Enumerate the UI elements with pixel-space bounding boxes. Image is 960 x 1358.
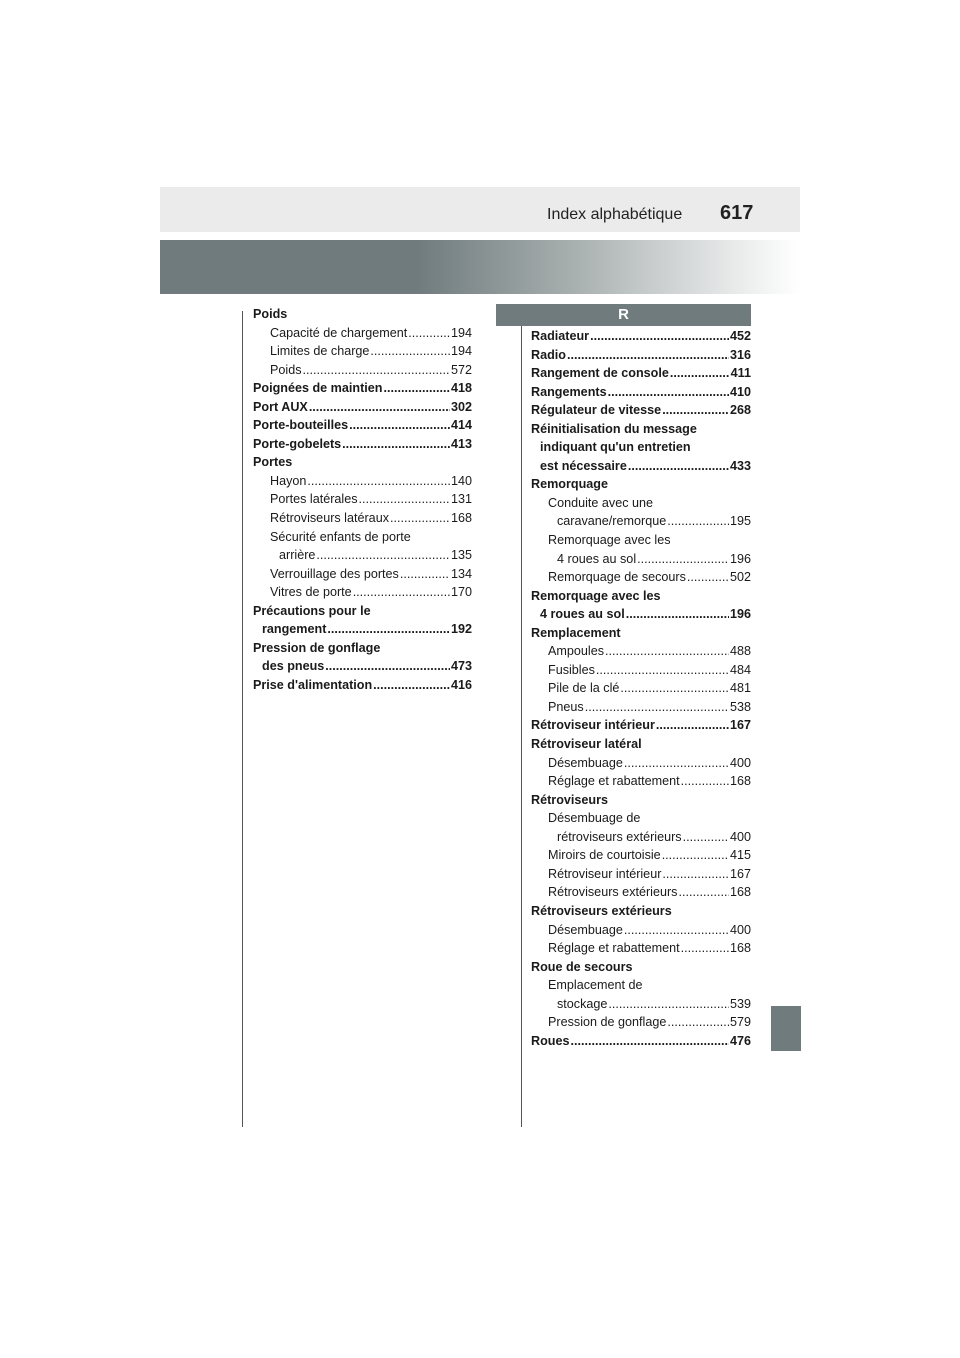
index-entry-page: 168 bbox=[450, 511, 472, 526]
index-entry-text: Remorquage avec les bbox=[531, 588, 661, 603]
index-entry-page: 131 bbox=[450, 492, 472, 507]
index-entry-page: 415 bbox=[729, 848, 751, 863]
index-entry-text: Poids bbox=[253, 307, 288, 321]
index-entry bbox=[531, 364, 751, 383]
dot-leader bbox=[307, 472, 450, 491]
index-entry-page: 268 bbox=[729, 403, 751, 418]
index-entry-text: Portes latérales bbox=[270, 492, 358, 507]
index-entry-text: stockage bbox=[557, 996, 608, 1011]
index-entry-text: 4 roues au sol bbox=[540, 607, 625, 622]
index-entry-text: Rétroviseur intérieur bbox=[531, 718, 655, 733]
index-entry-text: Poignées de maintien bbox=[253, 381, 383, 396]
index-entry-page: 195 bbox=[729, 514, 751, 529]
index-entry-text: Ampoules bbox=[548, 644, 605, 659]
dot-leader bbox=[628, 457, 729, 476]
index-entry-text: Capacité de chargement bbox=[270, 325, 408, 340]
index-entry-page: 416 bbox=[450, 677, 472, 692]
index-entry bbox=[253, 398, 472, 417]
index-entry-text: indiquant qu'un entretien bbox=[540, 440, 691, 455]
index-entry-text: Prise d'alimentation bbox=[253, 677, 373, 692]
index-entry-text: est nécessaire bbox=[540, 458, 627, 473]
index-entry bbox=[531, 698, 751, 717]
index-entry bbox=[531, 772, 751, 791]
index-entry bbox=[253, 342, 472, 361]
index-entry-page: 418 bbox=[450, 381, 472, 396]
index-entry bbox=[253, 305, 472, 324]
index-entry-page: 140 bbox=[450, 473, 472, 488]
right-column-rule bbox=[521, 311, 522, 1127]
index-entry-text: Régulateur de vitesse bbox=[531, 403, 662, 418]
dot-leader bbox=[571, 1032, 729, 1051]
index-entry bbox=[253, 657, 472, 676]
index-entry-text: des pneus bbox=[262, 659, 325, 674]
index-entry bbox=[531, 457, 751, 476]
index-entry-text: Réglage et rabattement bbox=[548, 774, 680, 789]
index-entry-text: Port AUX bbox=[253, 399, 308, 414]
index-entry-page: 400 bbox=[729, 755, 751, 770]
dot-leader bbox=[626, 605, 729, 624]
dot-leader bbox=[624, 921, 729, 940]
left-column-rule bbox=[242, 311, 243, 1127]
index-entry-page: 473 bbox=[450, 659, 472, 674]
index-entry-page: 168 bbox=[729, 941, 751, 956]
index-entry-page: 539 bbox=[729, 996, 751, 1011]
dot-leader bbox=[678, 883, 729, 902]
index-entry-text: caravane/remorque bbox=[557, 514, 667, 529]
dot-leader bbox=[590, 327, 729, 346]
index-entry bbox=[253, 472, 472, 491]
index-entry bbox=[531, 438, 751, 457]
index-entry bbox=[531, 383, 751, 402]
index-entry bbox=[531, 401, 751, 420]
index-entry-text: Réglage et rabattement bbox=[548, 941, 680, 956]
index-entry-page: 168 bbox=[729, 885, 751, 900]
index-entry-text: Roue de secours bbox=[531, 959, 633, 974]
index-entry bbox=[531, 791, 751, 810]
index-entry bbox=[253, 602, 472, 621]
dot-leader bbox=[303, 361, 450, 380]
index-entry-text: arrière bbox=[279, 548, 316, 563]
index-entry-text: Poids bbox=[270, 362, 302, 377]
index-entry-text: Porte-bouteilles bbox=[253, 418, 349, 433]
index-entry-text: Pression de gonflage bbox=[548, 1015, 667, 1030]
index-entry bbox=[253, 565, 472, 584]
dot-leader bbox=[667, 512, 729, 531]
index-entry bbox=[253, 435, 472, 454]
index-entry bbox=[531, 679, 751, 698]
index-entry bbox=[531, 883, 751, 902]
index-entry bbox=[253, 490, 472, 509]
index-entry bbox=[253, 509, 472, 528]
index-entry bbox=[531, 327, 751, 346]
index-entry bbox=[253, 379, 472, 398]
dot-leader bbox=[567, 346, 729, 365]
dot-leader bbox=[373, 676, 450, 695]
dot-leader bbox=[662, 865, 729, 884]
index-entry bbox=[531, 716, 751, 735]
index-entry-text: 4 roues au sol bbox=[557, 551, 637, 566]
index-entry-text: Miroirs de courtoisie bbox=[548, 848, 661, 863]
dot-leader bbox=[662, 846, 729, 865]
index-entry-text: Réinitialisation du message bbox=[531, 421, 697, 436]
index-entry-page: 484 bbox=[729, 662, 751, 677]
dot-leader bbox=[662, 401, 729, 420]
dot-leader bbox=[656, 716, 729, 735]
dot-leader bbox=[316, 546, 450, 565]
index-entry-text: Vitres de porte bbox=[270, 585, 352, 600]
index-entry-page: 194 bbox=[450, 344, 472, 359]
index-entry bbox=[531, 346, 751, 365]
thumb-index-tab bbox=[771, 1006, 801, 1051]
index-entry-page: 411 bbox=[730, 366, 751, 381]
index-entry-text: Désembuage bbox=[548, 922, 623, 937]
index-entry bbox=[253, 361, 472, 380]
index-entry-page: 167 bbox=[729, 718, 751, 733]
index-entry-text: Rangement de console bbox=[531, 366, 669, 381]
index-entry bbox=[531, 661, 751, 680]
index-entry-page: 194 bbox=[450, 325, 472, 340]
index-entry-page: 196 bbox=[729, 607, 751, 622]
index-entry bbox=[531, 846, 751, 865]
index-entry-text: Rétroviseurs extérieurs bbox=[548, 885, 678, 900]
dot-leader bbox=[687, 568, 729, 587]
index-entry-text: Rétroviseurs bbox=[531, 792, 608, 807]
index-entry bbox=[531, 494, 751, 513]
index-entry bbox=[531, 735, 751, 754]
index-entry-text: Rangements bbox=[531, 384, 607, 399]
index-entry-page: 400 bbox=[729, 829, 751, 844]
dot-leader bbox=[683, 828, 729, 847]
index-entry-text: Remorquage de secours bbox=[548, 570, 686, 585]
index-entry bbox=[531, 1013, 751, 1032]
dot-leader bbox=[383, 379, 450, 398]
index-column-left bbox=[253, 305, 472, 694]
index-entry bbox=[531, 531, 751, 550]
header-band bbox=[160, 187, 800, 232]
index-entry-page: 192 bbox=[450, 622, 472, 637]
index-entry bbox=[253, 453, 472, 472]
index-entry-text: Hayon bbox=[270, 473, 307, 488]
index-entry-text: Remorquage avec les bbox=[548, 533, 671, 548]
section-title: Index alphabétique bbox=[547, 206, 683, 223]
index-entry bbox=[253, 416, 472, 435]
index-entry-page: 170 bbox=[450, 585, 472, 600]
index-entry-text: Conduite avec une bbox=[548, 495, 654, 510]
index-entry-text: Désembuage de bbox=[548, 811, 641, 826]
index-entry-text: Remplacement bbox=[531, 625, 621, 640]
index-entry-text: rangement bbox=[262, 622, 327, 637]
index-entry bbox=[531, 976, 751, 995]
dot-leader bbox=[390, 509, 450, 528]
index-entry-page: 134 bbox=[450, 566, 472, 581]
section-letter-bar: R bbox=[496, 304, 751, 326]
dot-leader bbox=[400, 565, 450, 584]
index-entry bbox=[531, 939, 751, 958]
index-entry-text: Rétroviseur intérieur bbox=[548, 866, 662, 881]
index-entry-text: Porte-gobelets bbox=[253, 436, 342, 451]
dot-leader bbox=[353, 583, 450, 602]
index-entry-text: Radiateur bbox=[531, 329, 590, 343]
index-entry-page: 196 bbox=[729, 551, 751, 566]
dot-leader bbox=[608, 995, 729, 1014]
index-entry bbox=[253, 676, 472, 695]
index-entry bbox=[253, 639, 472, 658]
index-entry-text: Pneus bbox=[548, 699, 584, 714]
index-entry-page: 414 bbox=[450, 418, 472, 433]
index-entry-text: Emplacement de bbox=[548, 978, 643, 993]
dot-leader bbox=[624, 754, 729, 773]
index-entry-page: 413 bbox=[450, 436, 472, 451]
dot-leader bbox=[585, 698, 729, 717]
dot-leader bbox=[349, 416, 450, 435]
index-entry-page: 476 bbox=[729, 1033, 751, 1048]
dot-leader bbox=[309, 398, 450, 417]
index-entry bbox=[531, 512, 751, 531]
index-entry bbox=[253, 546, 472, 565]
index-entry-text: Verrouillage des portes bbox=[270, 566, 399, 581]
dot-leader bbox=[681, 939, 729, 958]
index-entry-page: 538 bbox=[729, 699, 751, 714]
index-entry-text: Sécurité enfants de porte bbox=[270, 529, 411, 544]
index-entry bbox=[531, 754, 751, 773]
index-entry-page: 433 bbox=[729, 458, 751, 473]
index-entry-text: Fusibles bbox=[548, 662, 595, 677]
index-column-right bbox=[531, 327, 751, 1050]
index-entry-page: 481 bbox=[729, 681, 751, 696]
index-entry-text: Limites de charge bbox=[270, 344, 370, 359]
dot-leader bbox=[408, 324, 450, 343]
dot-leader bbox=[637, 550, 729, 569]
index-entry-text: Rétroviseurs latéraux bbox=[270, 511, 389, 526]
index-entry-page: 579 bbox=[729, 1015, 751, 1030]
index-entry-page: 488 bbox=[729, 644, 751, 659]
dot-leader bbox=[620, 679, 729, 698]
index-entry-text: Rétroviseur latéral bbox=[531, 737, 642, 752]
index-entry-page: 316 bbox=[729, 347, 751, 362]
index-entry-page: 410 bbox=[729, 384, 751, 399]
index-entry bbox=[531, 995, 751, 1014]
index-entry bbox=[253, 528, 472, 547]
dot-leader bbox=[670, 364, 730, 383]
index-entry bbox=[531, 958, 751, 977]
index-entry-text: Roues bbox=[531, 1033, 570, 1048]
index-entry bbox=[531, 550, 751, 569]
index-entry bbox=[531, 865, 751, 884]
index-entry-text: rétroviseurs extérieurs bbox=[557, 829, 682, 844]
page-number: 617 bbox=[720, 202, 754, 224]
index-entry bbox=[531, 587, 751, 606]
index-entry bbox=[253, 324, 472, 343]
index-entry-text: Pression de gonflage bbox=[253, 640, 381, 655]
dot-leader bbox=[325, 657, 450, 676]
index-entry bbox=[531, 828, 751, 847]
dot-leader bbox=[359, 490, 450, 509]
index-entry-page: 502 bbox=[729, 570, 751, 585]
index-entry bbox=[531, 475, 751, 494]
index-entry bbox=[531, 642, 751, 661]
index-entry-text: Désembuage bbox=[548, 755, 623, 770]
index-entry bbox=[253, 583, 472, 602]
dot-leader bbox=[608, 383, 729, 402]
index-entry bbox=[531, 921, 751, 940]
index-entry-text: Radio bbox=[531, 347, 566, 362]
index-entry bbox=[531, 568, 751, 587]
dot-leader bbox=[327, 620, 450, 639]
dot-leader bbox=[596, 661, 729, 680]
index-entry bbox=[531, 605, 751, 624]
dot-leader bbox=[667, 1013, 729, 1032]
index-entry bbox=[531, 1032, 751, 1051]
index-entry-text: Portes bbox=[253, 455, 293, 470]
index-entry-text: Précautions pour le bbox=[253, 603, 371, 618]
index-entry bbox=[531, 420, 751, 439]
index-entry bbox=[531, 624, 751, 643]
index-entry-text: Pile de la clé bbox=[548, 681, 620, 696]
index-entry-page: 168 bbox=[729, 774, 751, 789]
index-entry-page: 167 bbox=[729, 866, 751, 881]
index-entry-page: 135 bbox=[450, 548, 472, 563]
dot-leader bbox=[342, 435, 450, 454]
dot-leader bbox=[370, 342, 450, 361]
index-entry-page: 452 bbox=[729, 329, 751, 343]
index-entry-text: Remorquage bbox=[531, 477, 608, 492]
header-gradient-bar bbox=[160, 240, 800, 294]
index-entry bbox=[531, 902, 751, 921]
index-entry bbox=[531, 809, 751, 828]
index-entry-page: 572 bbox=[450, 362, 472, 377]
dot-leader bbox=[681, 772, 729, 791]
index-entry-text: Rétroviseurs extérieurs bbox=[531, 903, 672, 918]
index-entry-page: 302 bbox=[450, 399, 472, 414]
index-entry-page: 400 bbox=[729, 922, 751, 937]
dot-leader bbox=[605, 642, 729, 661]
index-entry bbox=[253, 620, 472, 639]
